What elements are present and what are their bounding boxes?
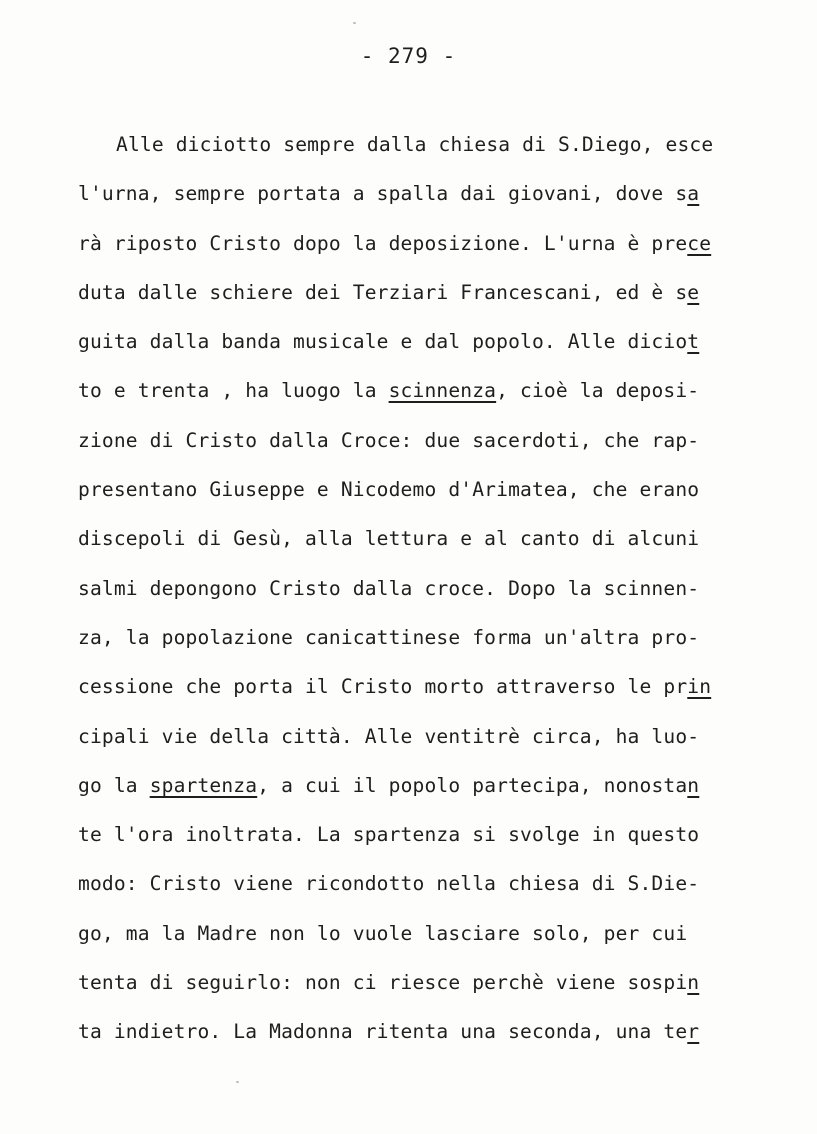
- text-line: [78, 1011, 758, 1060]
- text-line: [78, 913, 758, 962]
- text-segment: modo: Cristo viene ricondotto nella chiesa di S.Die-: [78, 872, 700, 896]
- text-line: [78, 321, 758, 370]
- text-line: [78, 124, 758, 173]
- text-line: [78, 814, 758, 863]
- text-line: [78, 518, 758, 567]
- underlined-term-scinnenza: scinnenza: [388, 379, 497, 403]
- text-segment: to e trenta , ha luogo la: [78, 379, 389, 403]
- text-segment: salmi depongono Cristo dalla croce. Dopo la scinnen-: [78, 576, 700, 600]
- text-line: [78, 272, 758, 321]
- text-line: [78, 568, 758, 617]
- text-segment: za, la popolazione canicattinese forma un'altra pro-: [78, 625, 700, 649]
- underlined-text: t: [687, 330, 700, 354]
- text-segment: cessione che porta il Cristo morto attraverso le pr: [78, 675, 688, 699]
- underlined-text: n: [687, 971, 700, 995]
- text-segment: duta dalle schiere dei Terziari Francescani, ed è s: [78, 280, 688, 304]
- text-segment: , a cui il popolo partecipa, nonosta: [257, 773, 688, 797]
- text-line: [78, 173, 758, 222]
- text-line: [78, 420, 758, 469]
- text-line: [78, 370, 758, 419]
- text-line: [78, 962, 758, 1011]
- underlined-term-spartenza: spartenza: [149, 773, 258, 797]
- paper-speck: [353, 22, 356, 24]
- page-number: - 279 -: [360, 44, 457, 68]
- text-line: [78, 617, 758, 666]
- text-line: [78, 765, 758, 814]
- text-segment: go la: [78, 773, 150, 797]
- text-segment: ta indietro. La Madonna ritenta una seconda, una te: [78, 1020, 688, 1044]
- underlined-text: ce: [687, 231, 712, 255]
- text-segment: tenta di seguirlo: non ci riesce perchè viene sospi: [78, 971, 688, 995]
- text-segment: cipali vie della città. Alle ventitrè circa, ha luo-: [78, 724, 700, 748]
- paper-speck: [236, 1081, 239, 1083]
- text-segment: go, ma la Madre non lo vuole lasciare solo, per cui: [78, 921, 688, 945]
- text-line: [78, 469, 758, 518]
- text-segment: Alle diciotto sempre dalla chiesa di S.Diego, esce: [116, 133, 714, 156]
- text-segment: rà riposto Cristo dopo la deposizione. L'urna è pre: [78, 231, 688, 255]
- underlined-text: in: [687, 675, 712, 699]
- text-line: [78, 863, 758, 912]
- text-segment: guita dalla banda musicale e dal popolo. Alle dicio: [78, 330, 688, 354]
- text-segment: zione di Cristo dalla Croce: due sacerdoti, che rap-: [78, 428, 700, 452]
- text-line: [78, 716, 758, 765]
- underlined-text: a: [687, 182, 700, 206]
- underlined-text: r: [687, 1020, 700, 1044]
- underlined-text: n: [687, 773, 700, 797]
- body-paragraph: [78, 124, 758, 1061]
- text-segment: discepoli di Gesù, alla lettura e al canto di alcuni: [78, 527, 700, 551]
- underlined-text: e: [687, 280, 700, 304]
- text-segment: , cioè la deposi-: [496, 379, 700, 403]
- text-line: [78, 223, 758, 272]
- text-line: [78, 666, 758, 715]
- text-segment: l'urna, sempre portata a spalla dai giovani, dove s: [78, 182, 688, 206]
- text-segment: te l'ora inoltrata. La spartenza si svolge in questo: [78, 823, 700, 847]
- text-segment: presentano Giuseppe e Nicodemo d'Arimatea, che erano: [78, 478, 700, 502]
